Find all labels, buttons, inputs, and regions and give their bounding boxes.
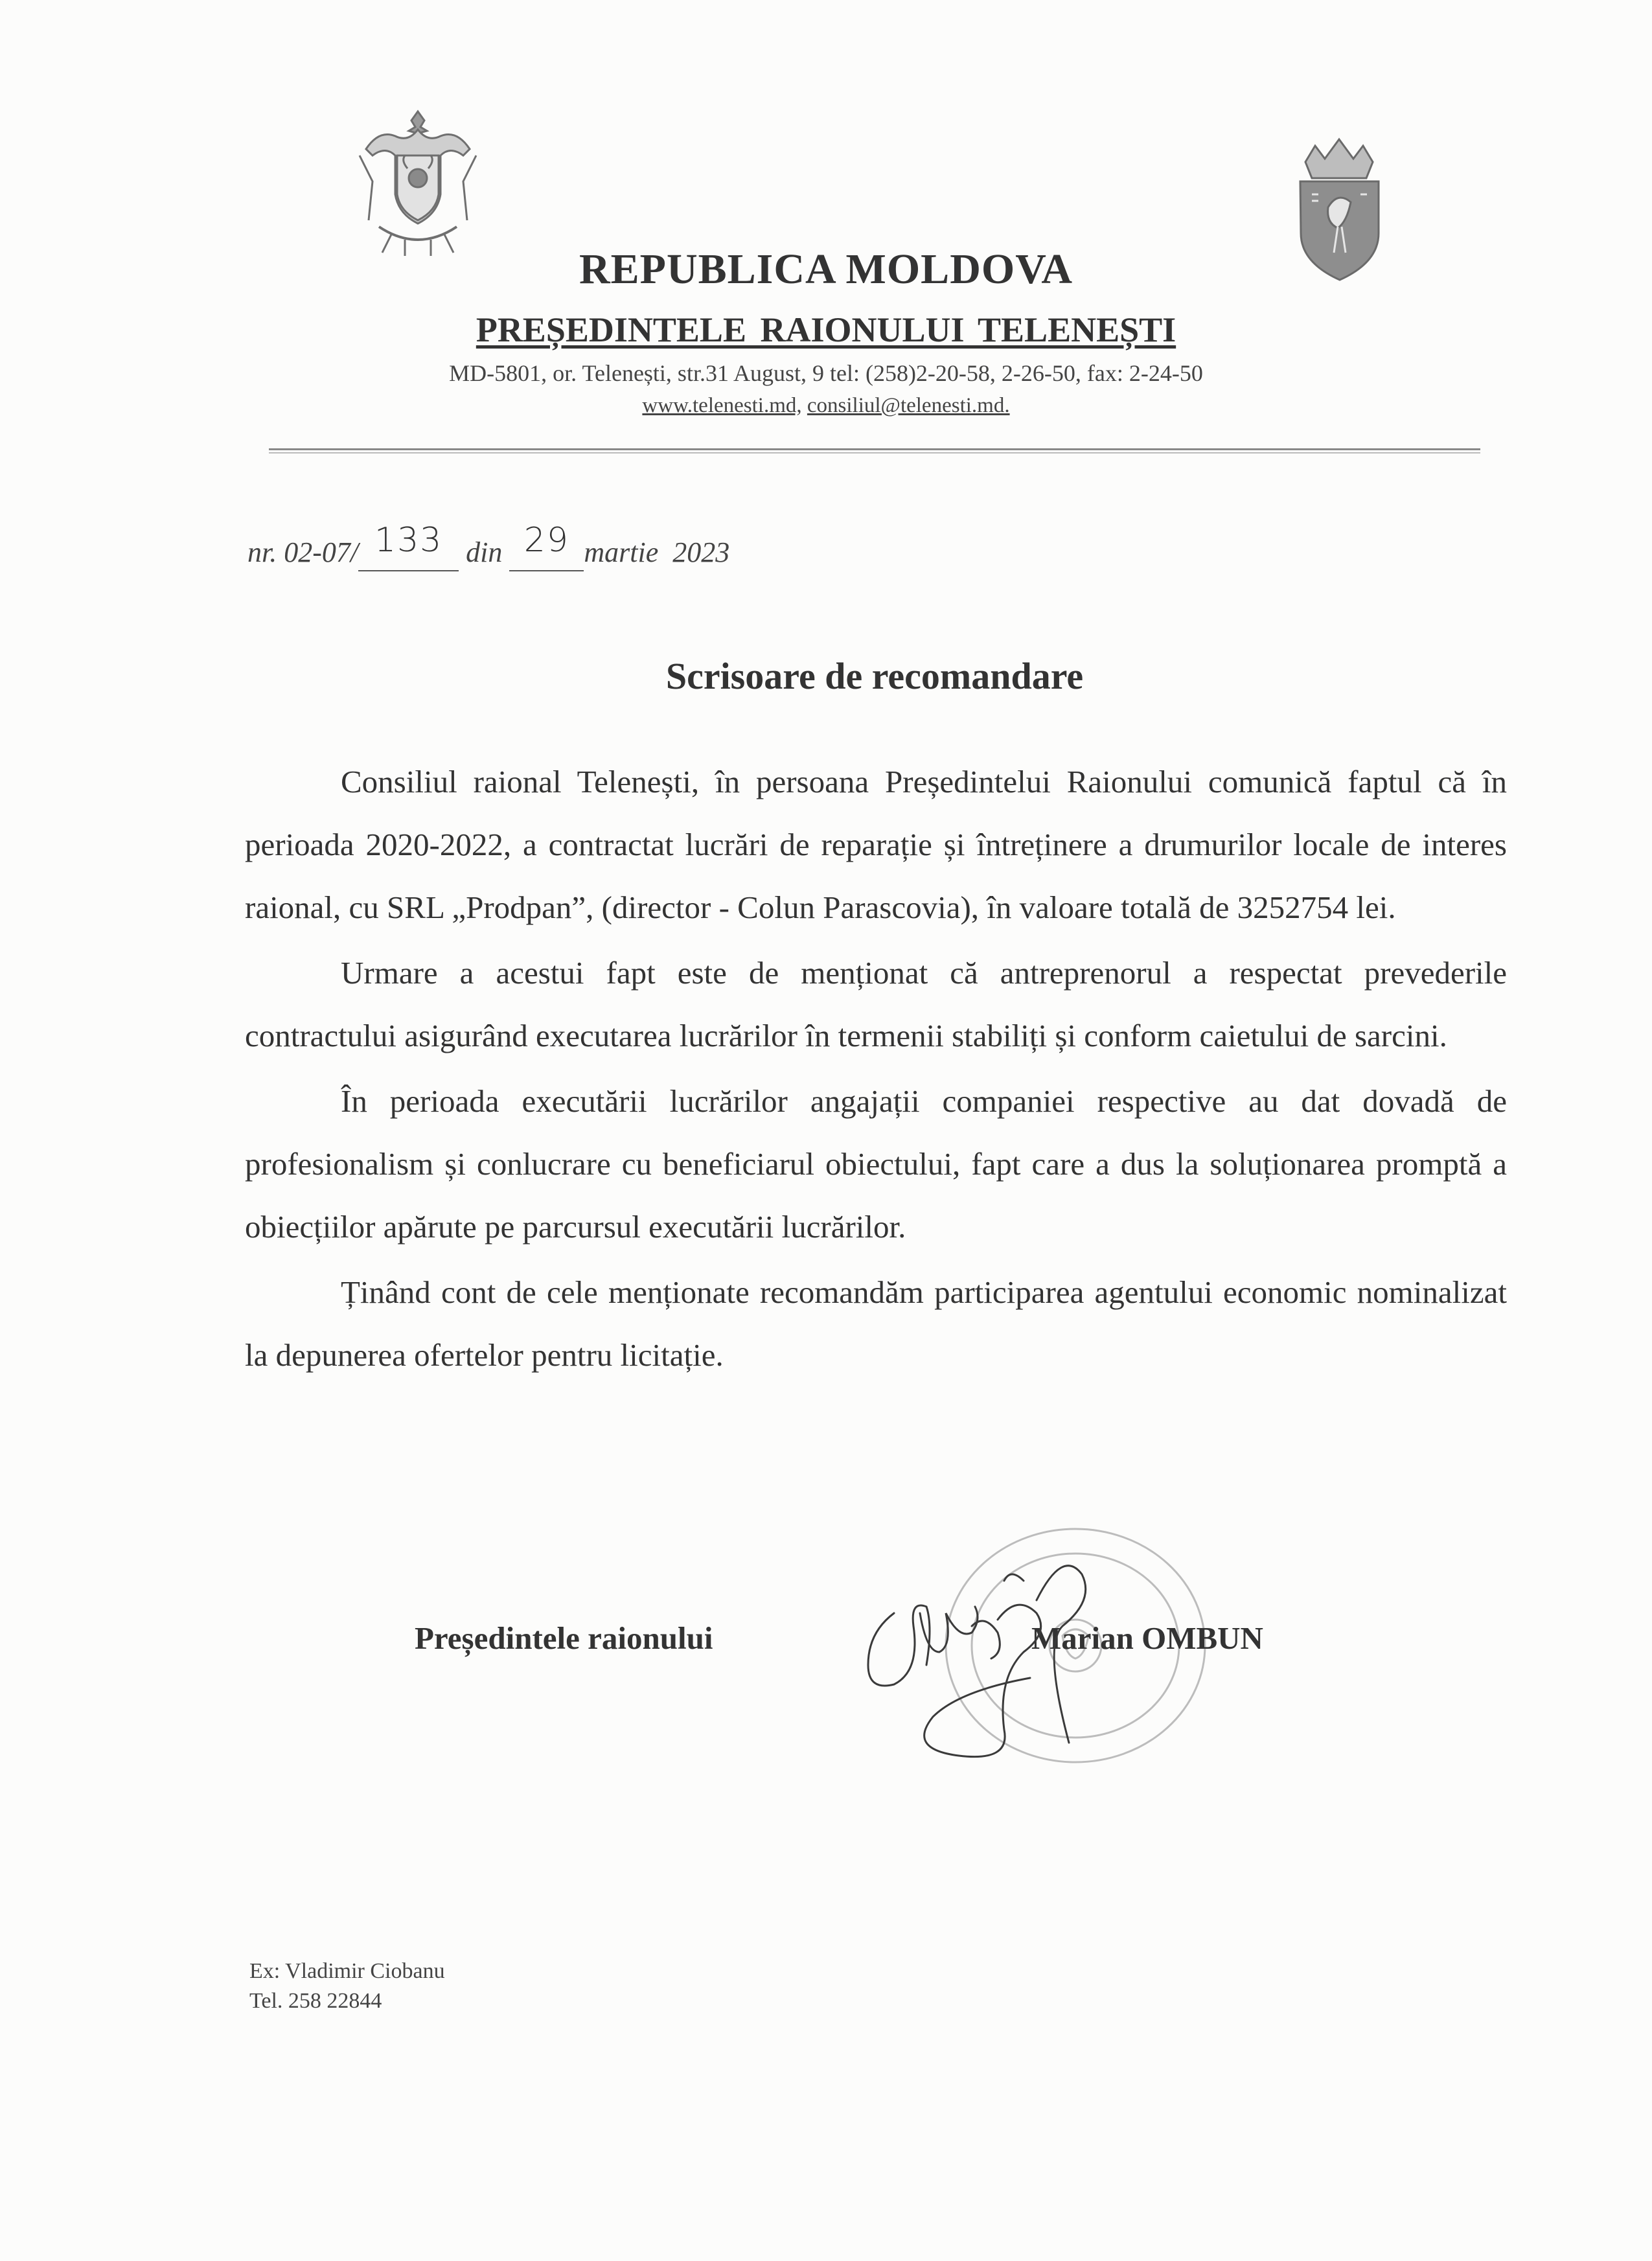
paragraph: În perioada executării lucrărilor angajații companiei respective au dat dovadă de profesionalism și conlucrare cu beneficiarul obiectului, fapt care a dus la soluționarea promptă a obiecțiilor apărute pe parcursul executării lucrărilor. (245, 1083, 1507, 1245)
reference-day: 29 (523, 521, 569, 560)
website-link[interactable]: www.telenesti.md, (642, 394, 802, 417)
reference-day-field (509, 521, 584, 571)
paragraph: Consiliul raional Telenești, în persoana Președintelui Raionului comunică faptul că în perioada 2020-2022, a contractat lucrări de reparație și întreținere a drumurilor locale de interes raional, cu SRL „Prodpan”, (director - Colun Parascovia), în valoare totală de 3252754 lei. (245, 764, 1507, 925)
office-address: MD-5801, or. Telenești, str.31 August, 9 tel: (258)2-20-58, 2-26-50, fax: 2-24-50 (449, 360, 1203, 386)
executor-phone: Tel. 258 22844 (249, 1989, 382, 2013)
country-heading: REPUBLICA MOLDOVA (579, 246, 1073, 293)
executor-name: Ex: Vladimir Ciobanu (249, 1959, 445, 1983)
reference-din: din (466, 536, 503, 568)
signatory-name: Marian OMBUN (1031, 1620, 1263, 1656)
letter-body (245, 750, 1507, 1389)
letter-title: Scrisoare de recomandare (665, 655, 1084, 697)
reference-line (247, 521, 730, 571)
paragraph: Urmare a acestui fapt este de menționat că antreprenorul a respectat prevederile contractului asigurând executarea lucrărilor în termenii stabiliți și conform caietului de sarcini. (245, 955, 1507, 1053)
contact-links (0, 394, 1652, 418)
header-divider (269, 448, 1480, 453)
reference-prefix: nr. 02-07/ (247, 536, 359, 568)
moldova-coat-of-arms-icon (353, 104, 483, 266)
paragraph: Ținând cont de cele menționate recomandăm participarea agentului economic nominalizat la depunerea ofertelor pentru licitație. (245, 1274, 1507, 1373)
reference-number-field (358, 521, 459, 571)
email-link[interactable]: consiliul@telenesti.md. (807, 394, 1010, 417)
handwritten-signature (849, 1542, 1140, 1775)
signatory-role: Președintele raionului (415, 1620, 713, 1656)
reference-number: 133 (374, 521, 443, 560)
office-heading: PREȘEDINTELE RAIONULUI TELENEȘTI (476, 310, 1176, 349)
footer-contact (249, 1957, 445, 2016)
reference-month-year: martie 2023 (584, 536, 730, 568)
